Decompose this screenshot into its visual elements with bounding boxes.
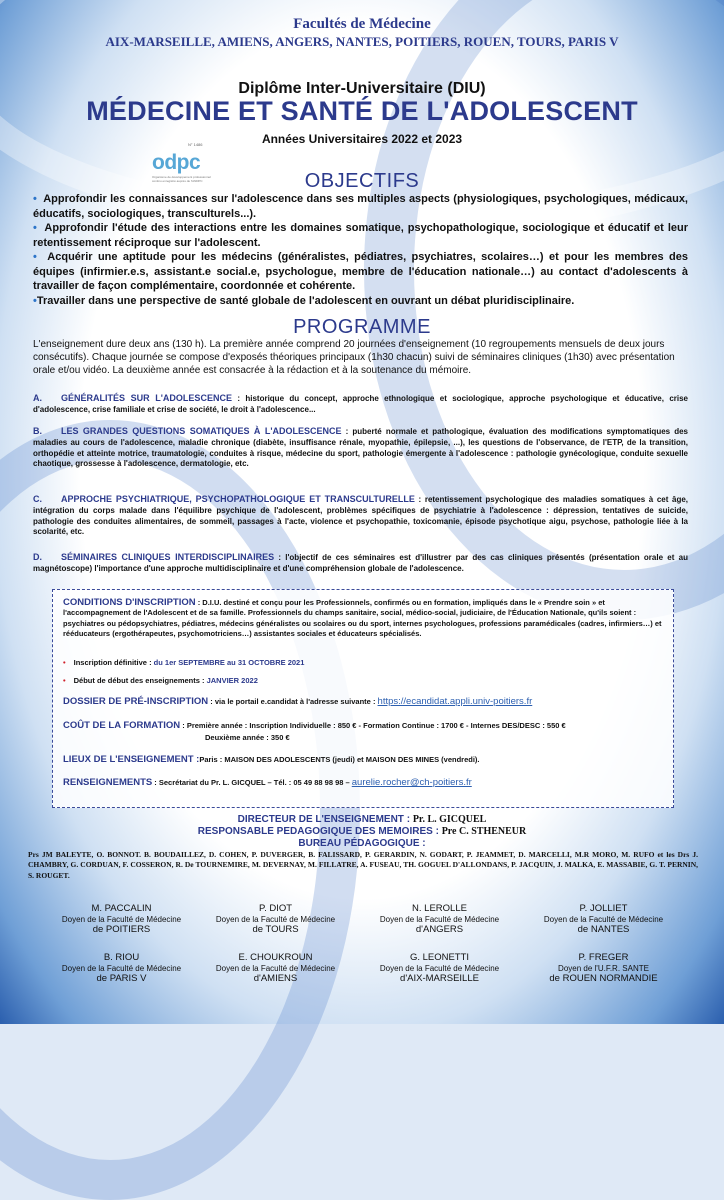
ecandidat-link[interactable]: https://ecandidat.appli.univ-poitiers.fr bbox=[377, 696, 533, 707]
programme-section: C. APPROCHE PSYCHIATRIQUE, PSYCHOPATHOLOGIQUE ET TRANSCULTURELLE : retentissement psychologique des maladies somatiques à cet âge, intégration du corps malade dans l'équilibre psychique de l'adolescent, problèmes spécifiques de psychiatrie à l'adolescence : dépression, tentatives de suicide, pathologie des conduites alimentaires, de sommeil, passages à l'acte, violence et psychopathie, toxicomanie, épisode psychotique aigu, psychose, pathologie liée à la scolarité, etc. bbox=[33, 494, 689, 537]
faculties-header bbox=[0, 16, 724, 50]
registration-dates: • Inscription définitive : du 1er SEPTEMBRE au 31 OCTOBRE 2021 bbox=[63, 658, 305, 667]
dean-card: P. DIOT Doyen de la Faculté de Médecine de TOURS bbox=[215, 903, 336, 935]
programme-section: D. SÉMINAIRES CLINIQUES INTERDISCIPLINAIRES : l'objectif de ces séminaires est d'illustrer par des cas cliniques présentés (présentation orale et au magnétoscope) l'importance d'une approche multidisciplinaire et d'une compréhension globale de l'adolescence. bbox=[33, 552, 688, 573]
bullet-icon: • bbox=[63, 658, 66, 667]
objectives-heading: OBJECTIFS bbox=[304, 170, 420, 192]
pre-registration: DOSSIER DE PRÉ-INSCRIPTION : via le portail e.candidat à l'adresse suivante : https://ecandidat.appli.univ-poitiers.fr bbox=[63, 696, 533, 707]
cost: COÛT DE LA FORMATION : Première année : Inscription Individuelle : 850 € - Formation Continue : 1700 € - Internes DES/DESC : 550 € bbox=[63, 720, 566, 731]
cost-second-year: Deuxième année : 350 € bbox=[205, 733, 290, 742]
dean-card: P. FREGER Doyen de l'U.F.R. SANTE de ROUEN NORMANDIE bbox=[549, 952, 658, 984]
faculties-cities: AIX-MARSEILLE, AMIENS, ANGERS, NANTES, POITIERS, ROUEN, TOURS, PARIS V bbox=[105, 34, 619, 49]
objective-item: • Approfondir les connaissances sur l'adolescence dans ses multiples aspects (physiologiques, psychologiques, médicaux, éducatifs, sociologiques, transculturels...). bbox=[33, 193, 688, 220]
bullet-icon: • bbox=[33, 251, 37, 263]
start-date: • Début de début des enseignements : JANVIER 2022 bbox=[63, 676, 258, 685]
objective-item: •Travailler dans une perspective de santé globale de l'adolescent en ouvrant un débat pluridisciplinaire. bbox=[33, 294, 575, 307]
programme-heading: PROGRAMME bbox=[293, 316, 431, 338]
page-title: MÉDECINE ET SANTÉ DE L'ADOLESCENT bbox=[86, 96, 638, 126]
bureau-members: Prs JM BALEYTE, O. BONNOT. B. BOUDAILLEZ, D. COHEN, P. DUVERGER, B. FALISSARD, P. GERARDIN, N. GODART, P. JEAMMET, D. MARCELLI, M.R MORO, M. RUFO et les Drs J. CHAMBRY, G. CORDUAN, F. COSSERON, R. De TOURNEMIRE, M. DEVERNAY, M. FILLATRE, A. FUSEAU, TH. GOGUEL D'ALLONDANS, P. JACQUIN, J. MALKA, E. MASSABIE, G. T. PERNIN, S. ROUGET. bbox=[28, 850, 698, 880]
bullet-icon: • bbox=[33, 294, 37, 307]
programme-section: B. LES GRANDES QUESTIONS SOMATIQUES À L'ADOLESCENCE : puberté normale et pathologique, évaluation des modifications symptomatiques des maladies au cours de l'adolescence, maladie chronique (diabète, insuffisance rénale, myopathie, épilepsie, ...), les questions de l'observance, de l'ETP, de la transition, orthopédie et atteinte motrice, traumatologie, conduites à risque, médecine du sport, pathologie émergente à l'adolescence : pathologie gynécologique, conduite sexuelle chaotique, grossesse à l'adolescence, dermatologie, etc. bbox=[33, 426, 689, 469]
memoir-lead: RESPONSABLE PEDAGOGIQUE DES MEMOIRES : Pre C. STHENEUR bbox=[197, 826, 527, 837]
programme-section: A. GÉNÉRALITÉS SUR L'ADOLESCENCE : historique du concept, approche ethnologique et sociologique, approche psychologique et éducative, crise d'adolescence, crise familiale et crise de société, le droit à l'adolescence... bbox=[33, 393, 689, 414]
objective-item: • Approfondir l'étude des interactions entre les domaines somatique, psychopathologique, sociologique et éducatif et leur retentissement réciproque sur l'adolescent. bbox=[33, 222, 688, 249]
dean-card: G. LEONETTI Doyen de la Faculté de Médecine d'AIX-MARSEILLE bbox=[379, 952, 500, 984]
dean-card: E. CHOUKROUN Doyen de la Faculté de Médecine d'AMIENS bbox=[215, 952, 336, 984]
email-link[interactable]: aurelie.rocher@ch-poitiers.fr bbox=[351, 777, 472, 788]
objectives-list bbox=[33, 192, 688, 308]
director: DIRECTEUR DE L'ENSEIGNEMENT : Pr. L. GICQUEL bbox=[237, 814, 487, 825]
programme-intro: L'enseignement dure deux ans (130 h). La première année comprend 20 journées d'enseignement (10 regroupements mensuels de deux jours consécutifs). Chaque journée se compose d'exposés théoriques principaux (1h30 chacun) suivi de séminaires cliniques (1h30) avec présentation orale et/ou vidéo. La deuxième année est consacrée à la rédaction et à la soutenance du mémoire. bbox=[33, 339, 675, 377]
bullet-icon: • bbox=[63, 676, 66, 685]
odpc-logo: N° 1486 odpc Organisme de développement professionnel continu enregistré auprès de l'ANDPC bbox=[152, 142, 211, 183]
bullet-icon: • bbox=[33, 193, 37, 205]
bureau-heading: BUREAU PÉDAGOGIQUE : bbox=[298, 838, 426, 849]
dean-card: M. PACCALIN Doyen de la Faculté de Médecine de POITIERS bbox=[61, 903, 182, 935]
academic-years: Années Universitaires 2022 et 2023 bbox=[261, 132, 463, 146]
dean-card: N. LEROLLE Doyen de la Faculté de Médecine d'ANGERS bbox=[379, 903, 500, 935]
diploma-label: Diplôme Inter-Universitaire (DIU) bbox=[238, 80, 486, 97]
dean-card: B. RIOU Doyen de la Faculté de Médecine de PARIS V bbox=[61, 952, 182, 984]
conditions: CONDITIONS D'INSCRIPTION : D.I.U. destiné et conçu pour les Professionnels, confirmés ou en formation, impliqués dans le « Prendre soin » et l'accompagnement de l'Adolescent et de sa famille. Professionnels du champs sanitaire, social, médico-social, judiciaire, de l'Éducation Nationale, qu'ils soient : psychiatres ou pédopsychiatres, pédiatres, médecins généralistes ou scolaires ou du sport, internes psychologues, professions paramédicales (cadres, infirmiers…) et rééducateurs (ergothérapeutes, psychomotriciens…) assistantes sociales et éducateurs spécialisés. bbox=[63, 597, 662, 639]
bullet-icon: • bbox=[33, 222, 37, 234]
faculties-title: Facultés de Médecine bbox=[293, 16, 431, 32]
contact-info: RENSEIGNEMENTS : Secrétariat du Pr. L. GICQUEL – Tél. : 05 49 88 98 98 – aurelie.rocher@ch-poitiers.fr bbox=[63, 777, 472, 788]
dean-card: P. JOLLIET Doyen de la Faculté de Médecine de NANTES bbox=[543, 903, 664, 935]
inscription-box bbox=[52, 589, 674, 808]
locations: LIEUX DE L'ENSEIGNEMENT :Paris : MAISON DES ADOLESCENTS (jeudi) et MAISON DES MINES (vendredi). bbox=[63, 754, 480, 765]
objective-item: • Acquérir une aptitude pour les médecins (généralistes, pédiatres, psychiatres, scolaires…) et pour les membres des équipes (infirmier.e.s, assistant.e social.e, psychologue, membre de l'éducation nationale…) au contact d'adolescents à travailler de façon complémentaire, coordonnée et cohérente. bbox=[33, 251, 688, 292]
